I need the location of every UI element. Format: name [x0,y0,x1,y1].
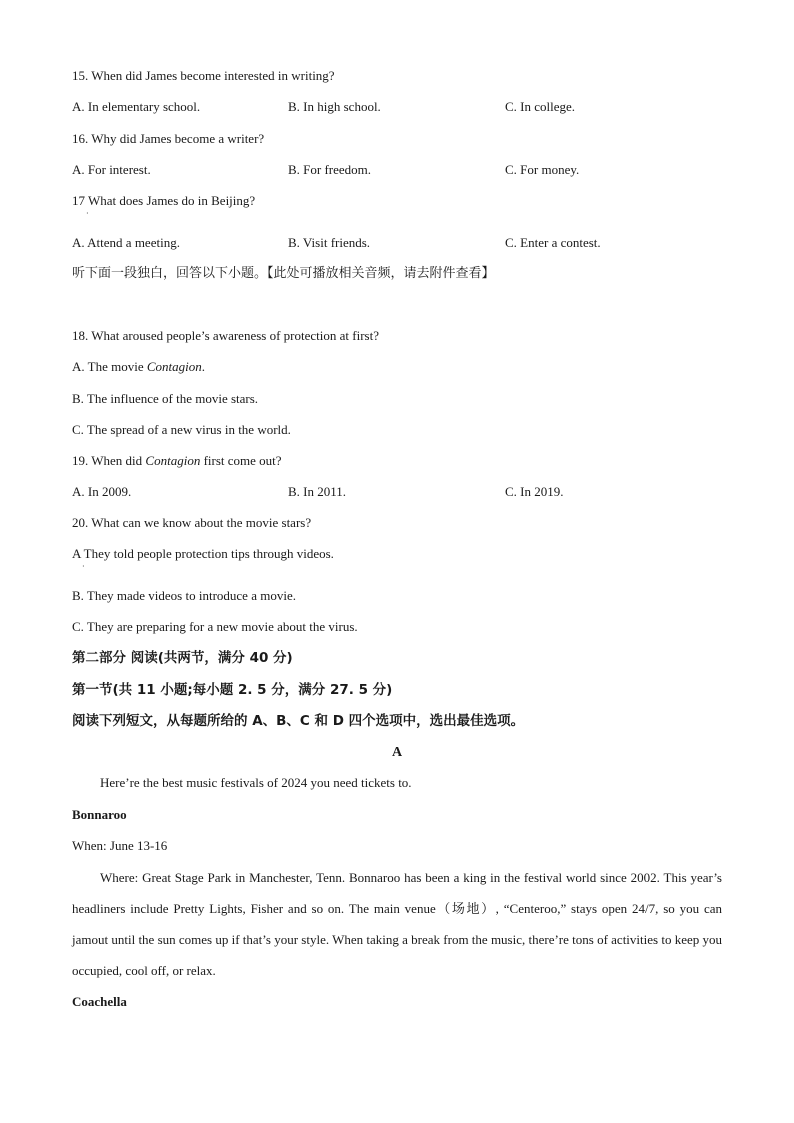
question-15: 15. When did James become interested in writing? [72,68,335,83]
q19-option-b: B. In 2011. [288,484,347,499]
section1-heading: 第一节(共 11 小题;每小题 2. 5 分，满分 27. 5 分) [72,682,393,698]
q17-option-a: A. Attend a meeting. [72,235,180,250]
q15-option-a: A. In elementary school. [72,99,201,114]
question-18: 18. What aroused people’s awareness of protection at first? [72,328,379,343]
stray-dot-mark: · [82,562,85,571]
passage-label: A [391,745,403,760]
q20-option-a: A They told people protection tips through videos. [72,546,334,561]
bonnaroo-when: When: June 13-16 [72,838,168,853]
q16-option-a: A. For interest. [72,162,151,177]
q18-option-a-suffix: . [201,359,206,374]
q19-prefix: 19. When did [72,453,146,468]
q16-option-b: B. For freedom. [288,162,372,177]
passage-intro: Here’re the best music festivals of 2024 you need tickets to. [100,775,412,790]
movie-title-italic: Contagion [145,453,201,468]
bonnaroo-where-paragraph: Where: Great Stage Park in Manchester, Tenn. Bonnaroo has been a king in the festival world since 2002. This year’s headliners include Pretty Lights, Fisher and so on. The main venue（场地）, “Centeroo,” stays open 24/7, so you can jamout until the sun comes up if that’s your style. When taking a break from the music, there’re tons of activities to keep you occupied, cool off, or relax. [72,870,722,978]
question-16: 16. Why did James become a writer? [72,131,265,146]
movie-title-italic: Contagion [146,359,202,374]
q19-suffix: first come out? [200,453,282,468]
q18-option-a [72,359,205,375]
question-20: 20. What can we know about the movie stars? [72,515,312,530]
question-17: 17 What does James do in Beijing? [72,193,256,208]
q17-option-b: B. Visit friends. [288,235,371,250]
q19-option-a: A. In 2009. [72,484,132,499]
q18-option-c: C. The spread of a new virus in the world. [72,422,291,437]
q20-option-b: B. They made videos to introduce a movie. [72,588,296,603]
q20-option-c: C. They are preparing for a new movie about the virus. [72,619,358,634]
stray-dot-mark: · [86,209,89,218]
q15-option-c: C. In college. [505,99,576,114]
reading-instruction: 阅读下列短文，从每题所给的 A、B、C 和 D 四个选项中，选出最佳选项。 [72,713,525,729]
q17-option-c: C. Enter a contest. [505,235,601,250]
q18-option-a-prefix: A. The movie [72,359,147,374]
question-19 [72,453,282,469]
part2-heading: 第二部分 阅读(共两节，满分 40 分) [72,650,293,666]
q18-option-b: B. The influence of the movie stars. [72,391,259,406]
q16-option-c: C. For money. [505,162,580,177]
monologue-instruction: 听下面一段独白，回答以下小题。【此处可播放相关音频，请去附件查看】 [72,266,495,281]
q19-option-c: C. In 2019. [505,484,564,499]
q15-option-b: B. In high school. [288,99,381,114]
festival-name-bonnaroo: Bonnaroo [72,807,127,822]
festival-name-coachella: Coachella [72,994,127,1009]
